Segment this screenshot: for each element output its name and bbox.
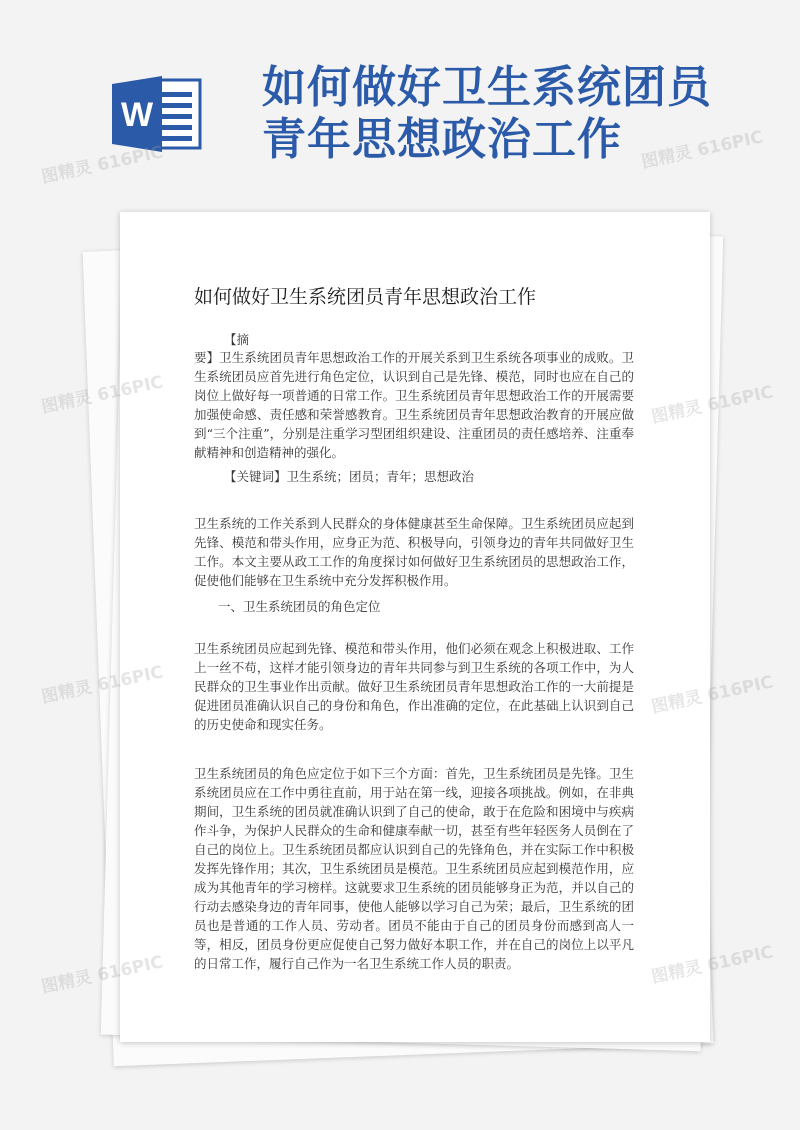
watermark-text: 图精灵 616PIC [39, 952, 165, 998]
watermark-text: 图精灵 616PIC [39, 662, 165, 708]
watermark-text: 图精灵 616PIC [649, 382, 775, 428]
watermark-text: 图精灵 616PIC [649, 672, 775, 718]
watermark-text: 图精灵 616PIC [639, 127, 765, 173]
watermark-text: 图精灵 616PIC [39, 142, 165, 188]
body-paragraph: 卫生系统团员应起到先锋、模范和带头作用，他们必须在观念上积极进取、工作上一丝不苟，这样才能引领身边的青年共同参与到卫生系统的各项工作中，为人民群众的卫生事业作出贡献。做好卫生系统团员青年思想政治工作的一大前提是促进团员准确认识自己的身份和角色，作出准确的定位，在此基础上认识到自己的历史使命和现实任务。 [194, 641, 634, 732]
body-paragraph: 卫生系统的工作关系到人民群众的身体健康甚至生命保障。卫生系统团员应起到先锋、模范和带头作用，应身正为范、积极导向，引领身边的青年共同做好卫生工作。本文主要从政工工作的角度探讨如何做好卫生系统团员的思想政治工作，促使他们能够在卫生系统中充分发挥积极作用。 [194, 516, 634, 588]
body-paragraph: 卫生系统团员的角色应定位于如下三个方面：首先，卫生系统团员是先锋。卫生系统团员应在工作中勇往直前，用于站在第一线，迎接各项挑战。例如，在非典期间，卫生系统的团员就准确认识到了自己的使命，敢于在危险和困境中与疾病作斗争，为保护人民群众的生命和健康奉献一切，甚至有些年轻医务人员倒在了自己的岗位上。卫生系统团员都应认识到自己的先锋角色，并在实际工作中积极发挥先锋作用；其次，卫生系统团员是模范。卫生系统团员应起到模范作用，应成为其他青年的学习榜样。这就要求卫生系统的团员能够身正为范，并以自己的行动去感染身边的青年同事，使他人能够以学习自己为荣；最后，卫生系统的团员也是普通的工作人员、劳动者。团员不能由于自己的团员身份而感到高人一等，相反，团员身份更应促使自己努力做好本职工作，并在自己的岗位上以平凡的日常工作，履行自己作为一名卫生系统工作人员的职责。 [194, 766, 634, 971]
keywords-line: 【关键词】卫生系统；团员；青年；思想政治 [224, 469, 475, 484]
document-page [120, 212, 710, 1042]
svg-text:W: W [120, 96, 154, 134]
watermark-text: 图精灵 616PIC [649, 942, 775, 988]
document-title: 如何做好卫生系统团员青年思想政治工作 [194, 286, 537, 308]
abstract-heading: 【摘 [224, 332, 250, 347]
watermark-text: 图精灵 616PIC [39, 372, 165, 418]
abstract-paragraph: 要】卫生系统团员青年思想政治工作的开展关系到卫生系统各项事业的成败。卫生系统团员应首先进行角色定位，认识到自己是先锋、模范，同时也应在自己的岗位上做好每一项普通的日常工作。卫生系统团员青年思想政治工作的开展需要加强使命感、责任感和荣誉感教育。卫生系统团员青年思想政治教育的开展应做到“三个注重”，分别是注重学习型团组织建设、注重团员的责任感培养、注重奉献精神和创造精神的强化。 [194, 350, 634, 460]
banner-title-line2: 青年思想政治工作 [262, 114, 622, 165]
section-heading: 一、卫生系统团员的角色定位 [218, 599, 381, 614]
banner-title-line1: 如何做好卫生系统团员 [262, 62, 712, 113]
